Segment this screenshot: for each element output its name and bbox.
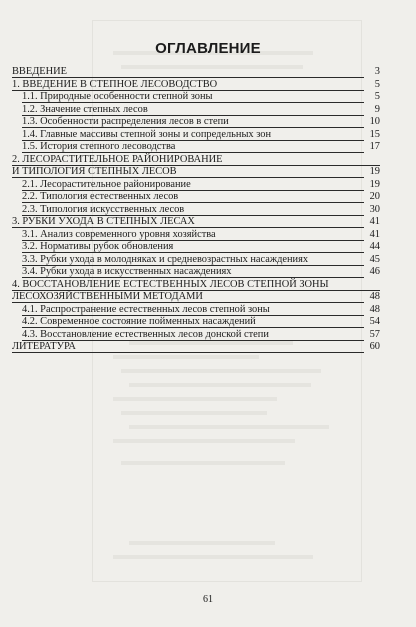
toc-entry-page: 48 (369, 303, 380, 315)
toc-entry (22, 241, 380, 253)
toc-entry-page: 5 (374, 78, 380, 90)
toc-entry-page: 44 (369, 241, 380, 252)
bleed-through-line (121, 461, 285, 465)
toc-entry-page: 41 (369, 216, 380, 227)
toc-entry (22, 141, 380, 153)
toc-entry-title: 3.4. Рубки ухода в искусственных насаждениях (22, 266, 232, 277)
bleed-through-line (113, 439, 295, 443)
toc-entry (12, 66, 380, 78)
toc-entry (22, 91, 380, 103)
toc-entry-page: 41 (369, 228, 380, 240)
bleed-through-line (121, 411, 267, 415)
toc-entry-page: 30 (369, 203, 380, 215)
bleed-through-line (113, 397, 277, 401)
page-number: 61 (203, 594, 213, 605)
toc-entry-title: 3.3. Рубки ухода в молодняках и средневозрастных насаждениях (22, 253, 309, 265)
toc-entry-title: 1.5. История степного лесоводства (22, 141, 176, 152)
toc-rule (12, 352, 364, 353)
bleed-through-line (129, 541, 275, 545)
toc-entry-title: 1.2. Значение степных лесов (22, 103, 148, 115)
toc-entry (22, 254, 380, 266)
toc-entry-page: 45 (369, 253, 380, 265)
toc-entry-title: 3.1. Анализ современного уровня хозяйства (22, 228, 216, 240)
toc-entry-title: 1. ВВЕДЕНИЕ В СТЕПНОЕ ЛЕСОВОДСТВО (12, 78, 218, 90)
page-title: ОГЛАВЛЕНИЕ (155, 40, 261, 57)
toc-entry-title: ЛИТЕРАТУРА (12, 341, 76, 352)
toc-entry (12, 154, 380, 166)
toc-entry (12, 291, 380, 303)
toc-entry (22, 104, 380, 116)
toc-entry (22, 191, 380, 203)
toc-entry-title: 1.3. Особенности распределения лесов в степи (22, 116, 229, 127)
toc-entry (22, 266, 380, 278)
toc-entry-title: ЛЕСОХОЗЯЙСТВЕННЫМИ МЕТОДАМИ (12, 291, 203, 302)
toc-entry-page: 3 (374, 66, 380, 77)
bleed-through-line (113, 555, 313, 559)
toc-entry-page: 19 (369, 166, 380, 177)
bleed-through-line (113, 355, 259, 359)
bleed-through-line (129, 425, 329, 429)
toc-entry-title: 1.4. Главные массивы степной зоны и сопредельных зон (22, 128, 272, 140)
toc-entry (22, 179, 380, 191)
toc-entry (22, 316, 380, 328)
toc-entry-title: 3.2. Нормативы рубок обновления (22, 241, 174, 252)
toc-entry (12, 341, 380, 353)
toc-entry (22, 116, 380, 128)
toc-entry-title: ВВЕДЕНИЕ (12, 66, 67, 77)
toc-entry-page: 60 (369, 341, 380, 352)
toc-entry-title: 2.3. Типология искусственных лесов (22, 203, 185, 215)
toc-entry-title: 2. ЛЕСОРАСТИТЕЛЬНОЕ РАЙОНИРОВАНИЕ (12, 153, 223, 165)
toc-entry (22, 129, 380, 141)
toc-entry-page: 9 (374, 103, 380, 115)
toc-entry-page: 48 (369, 291, 380, 302)
toc-entry-title: 4. ВОССТАНОВЛЕНИЕ ЕСТЕСТВЕННЫХ ЛЕСОВ СТЕПНОЙ ЗОНЫ (12, 278, 329, 290)
toc-entry (12, 279, 380, 291)
toc-entry-page: 57 (369, 328, 380, 340)
bleed-through-line (121, 369, 321, 373)
toc-entry-title: 4.2. Современное состояние пойменных насаждений (22, 316, 256, 327)
toc-entry-page: 5 (374, 91, 380, 102)
toc-entry (22, 229, 380, 241)
toc-entry (12, 79, 380, 91)
toc-entry-page: 17 (369, 141, 380, 152)
toc-entry-title: И ТИПОЛОГИЯ СТЕПНЫХ ЛЕСОВ (12, 166, 177, 177)
toc-entry-page: 10 (369, 116, 380, 127)
toc-entry-page: 15 (369, 128, 380, 140)
toc-entry-title: 3. РУБКИ УХОДА В СТЕПНЫХ ЛЕСАХ (12, 216, 195, 227)
toc-entry-page: 19 (369, 178, 380, 190)
toc-entry (22, 304, 380, 316)
toc-entry (22, 204, 380, 216)
toc-entry-title: 2.1. Лесорастительное районирование (22, 178, 191, 190)
toc-entry-title: 4.3. Восстановление естественных лесов донской степи (22, 328, 269, 340)
toc-entry-title: 4.1. Распространение естественных лесов степной зоны (22, 303, 270, 315)
bleed-through-line (129, 383, 311, 387)
toc-entry (22, 329, 380, 341)
toc-entry-page: 46 (369, 266, 380, 277)
toc-entry-page: 20 (369, 191, 380, 202)
toc-entry-title: 1.1. Природные особенности степной зоны (22, 91, 213, 102)
toc-entry-title: 2.2. Типология естественных лесов (22, 191, 179, 202)
toc-entry (12, 216, 380, 228)
toc-entry-page: 54 (369, 316, 380, 327)
toc-entry (12, 166, 380, 178)
